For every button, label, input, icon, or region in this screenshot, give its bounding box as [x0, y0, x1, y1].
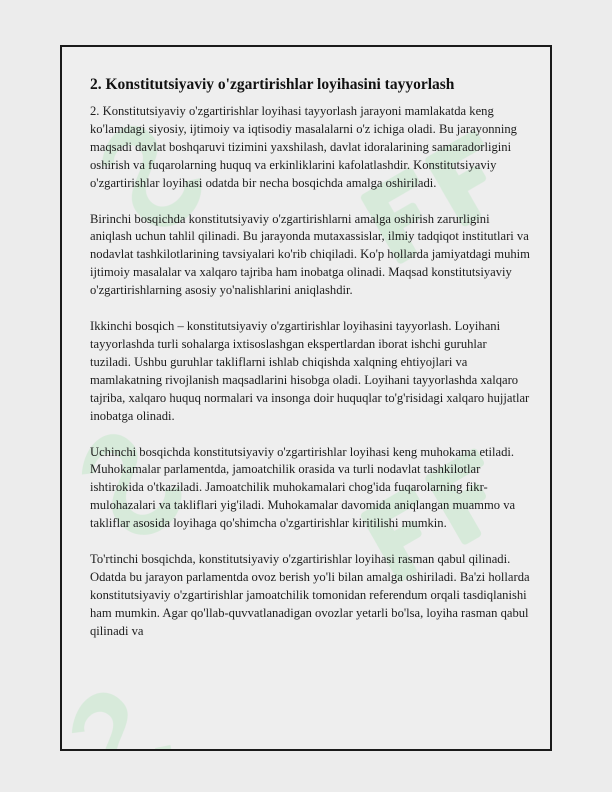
document-body [90, 75, 530, 659]
paragraph-stage-4: To'rtinchi bosqichda, konstitutsiyaviy o'zgartirishlar loyihasi rasman qabul qilinadi. Odatda bu jarayon parlamentda ovoz berish yo'li bilan amalga oshiriladi. Ba'zi hollarda konstitutsiyaviy o'zgartirishlar jamoatchilik tomonidan referendum orqali tasdiqlanishi ham mumkin. Agar qo'llab-quvvatlanadigan ovozlar yetarli bo'lsa, loyiha rasman qabul qilinadi va [90, 552, 530, 638]
section-heading: 2. Konstitutsiyaviy o'zgartirishlar loyihasini tayyorlash [90, 76, 455, 93]
paragraph-stage-1: Birinchi bosqichda konstitutsiyaviy o'zgartirishlarni amalga oshirish zarurligini aniqlash uchun tahlil qilinadi. Bu jarayonda mutaxassislar, ilmiy tadqiqot institutlari va nodavlat tashkilotlarining tavsiyalari ko'rib chiqiladi. Ko'p hollarda jamiyatdagi muhim ijtimoiy masalalar va xalqaro tajriba ham inobatga olinadi. Maqsad konstitutsiyaviy o'zgartirishlarning asosiy yo'nalishlarini aniqlashdir. [90, 211, 530, 298]
paragraph-stage-3: Uchinchi bosqichda konstitutsiyaviy o'zgartirishlar loyihasi keng muhokama etiladi. Muhokamalar parlamentda, jamoatchilik orasida va turli nodavlat tashkilotlar ishtirokida o'tkaziladi. Jamoatchilik muhokamalari chog'ida fuqarolarning fikr-mulohazalari va takliflari yig'iladi. Muhokamalar davomida aniqlangan muammo va takliflar asosida loyihaga qo'shimcha o'zgartirishlar kiritilishi mumkin. [90, 444, 516, 531]
paragraph-intro: 2. Konstitutsiyaviy o'zgartirishlar loyihasi tayyorlash jarayoni mamlakatda keng ko'lamdagi siyosiy, ijtimoiy va iqtisodiy masalalarni o'z ichiga oladi. Bu jarayonning maqsadi davlat boshqaruvi tizimini yaxshilash, davlat idoralarining samaradorligini oshirish va fuqarolarning huquq va erkinliklarini kafolatlashdir. Konstitutsiyaviy o'zgartirishlar loyihasi odatda bir necha bosqichda amalga oshiriladi. [90, 104, 517, 190]
paragraph-stage-2: Ikkinchi bosqich – konstitutsiyaviy o'zgartirishlar loyihasini tayyorlash. Loyihani tayyorlashda turli sohalarga ixtisoslashgan ekspertlardan iborat ishchi guruhlar tuziladi. Ushbu guruhlar takliflarni ishlab chiqishda xalqning ehtiyojlari va mamlakatning rivojlanish maqsadlarini hisobga oladi. Loyihani tayyorlashda xalqaro tajriba, xalqaro huquq normalari va insonga doir huquqlar to'g'risidagi xalqaro hujjatlar inobatga olinadi. [90, 319, 530, 423]
page-frame [60, 45, 552, 751]
